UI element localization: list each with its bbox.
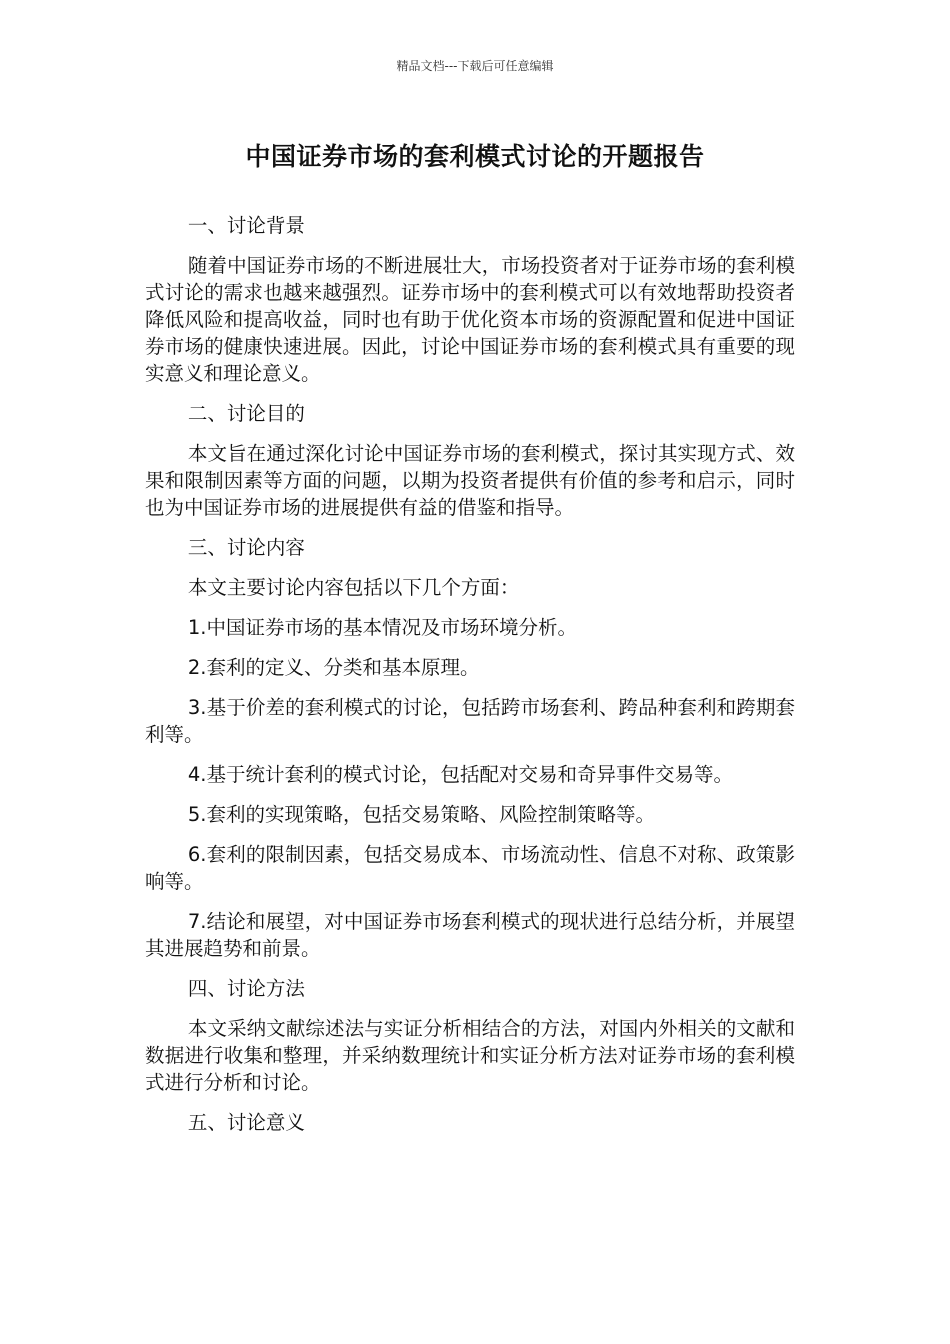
paragraph-method: 本文采纳文献综述法与实证分析相结合的方法，对国内外相关的文献和数据进行收集和整理，并采纳数理统计和实证分析方法对证券市场的套利模式进行分析和讨论。 (145, 1017, 795, 1094)
document-title: 中国证券市场的套利模式讨论的开题报告 (245, 142, 705, 171)
section-heading-method: 四、讨论方法 (187, 977, 305, 1000)
list-item: 2.套利的定义、分类和基本原理。 (187, 656, 480, 679)
paragraph-purpose: 本文旨在通过深化讨论中国证券市场的套利模式，探讨其实现方式、效果和限制因素等方面的问题，以期为投资者提供有价值的参考和启示，同时也为中国证券市场的进展提供有益的借鉴和指导。 (145, 442, 795, 519)
page-header-note: 精品文档---下载后可任意编辑 (396, 59, 554, 73)
list-item: 4.基于统计套利的模式讨论，包括配对交易和奇异事件交易等。 (187, 763, 733, 786)
section-heading-background: 一、讨论背景 (187, 214, 305, 237)
document-body (145, 212, 795, 1149)
list-item: 3.基于价差的套利模式的讨论，包括跨市场套利、跨品种套利和跨期套利等。 (145, 696, 795, 746)
paragraph-content-intro: 本文主要讨论内容包括以下几个方面： (187, 576, 520, 599)
paragraph-background: 随着中国证券市场的不断进展壮大，市场投资者对于证券市场的套利模式讨论的需求也越来越强烈。证券市场中的套利模式可以有效地帮助投资者降低风险和提高收益，同时也有助于优化资本市场的资源配置和促进中国证券市场的健康快速进展。因此，讨论中国证券市场的套利模式具有重要的现实意义和理论意义。 (145, 254, 795, 385)
list-item: 1.中国证券市场的基本情况及市场环境分析。 (187, 616, 577, 639)
list-item: 6.套利的限制因素，包括交易成本、市场流动性、信息不对称、政策影响等。 (145, 843, 795, 893)
section-heading-purpose: 二、讨论目的 (187, 402, 305, 425)
section-heading-content: 三、讨论内容 (187, 536, 305, 559)
section-heading-significance: 五、讨论意义 (187, 1111, 305, 1134)
list-item: 5.套利的实现策略，包括交易策略、风险控制策略等。 (187, 803, 655, 826)
list-item: 7.结论和展望，对中国证券市场套利模式的现状进行总结分析，并展望其进展趋势和前景。 (145, 910, 795, 960)
